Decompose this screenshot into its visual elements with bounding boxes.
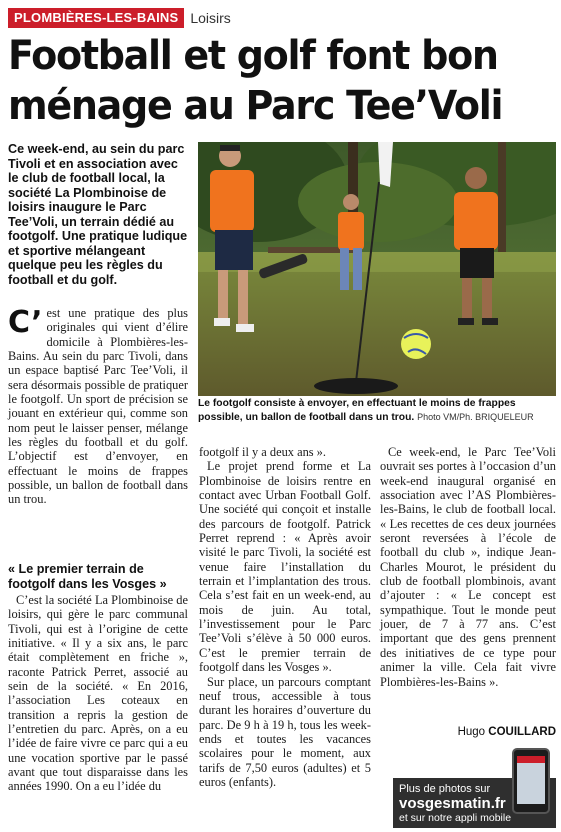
article-column-1-intro	[8, 306, 188, 546]
section-header	[8, 8, 231, 28]
article-column-1-continued	[8, 593, 188, 794]
promo-line-1: Plus de photos sur	[399, 783, 491, 795]
paragraph-project: Le projet prend forme et La Plombinoise de loisirs rentre en contact avec Urban Football Golf. Une société qui conçoit et installe des parcours de footgolf. Patrick Perret reprend : « Après avoir visité le parc Tivoli, la société est venue faire l’installation du terrain et l’implantation des trous. Cela s’est fait en un week-end, au mois de juin. Au total, l’investissement pour le Parc Tee’Voli s’élève à 50 000 euros. C’est le premier terrain de footgolf dans les Vosges ».	[199, 459, 371, 675]
article-column-3	[380, 445, 556, 689]
footgolf-photo-illustration	[198, 142, 556, 396]
paragraph-origin: C’est la société La Plombinoise de loisirs, qui gère le parc communal Tivoli, qui est à l’origine de cette initiative. « Il y a six ans, le parc était complètement en friche », raconte Patrick Perret, associé au sein de la société. « En 2016, l’association Les coteaux en transition a repris la gestion de l’entretien du parc. Après, on a eu l’idée de faire vivre ce parc qui a eu une vocation sportive par le passé avant que tout disparaisse dans les années 1990. On a eu l’idée du	[8, 593, 188, 794]
article-photo	[198, 142, 556, 396]
subheading: « Le premier terrain de footgolf dans les Vosges »	[8, 562, 167, 591]
photo-caption	[198, 398, 556, 424]
headline-line-1: Football et golf font bon	[8, 31, 498, 79]
lead-paragraph: Ce week-end, au sein du parc Tivoli et en association avec le club de football local, la société La Plombinoise de loisirs inaugure le Parc Tee’Voli, un terrain dédié au footgolf. Une pratique ludique et sportive mélangeant quelque peu les règles du football et du golf.	[8, 142, 188, 287]
location-tag[interactable]: PLOMBIÈRES-LES-BAINS	[8, 8, 184, 28]
intro-paragraph: est une pratique des plus originales qui vient d’élire domicile à Plombières-les-Bains. Au sein du parc Tivoli, dans un espace baptisé Parc Tee’Voli, il sera désormais possible de pratiquer le footgolf. Un sport de précision se jouant en extérieur qui, comme son nom peut le laisser penser, mélange les règles du football et du golf. L’objectif est d’envoyer, en effectuant le moins de frappes possible, un ballon de football dans un trou.	[8, 306, 188, 507]
smartphone-icon	[512, 748, 550, 814]
category-label[interactable]: Loisirs	[190, 10, 231, 26]
drop-cap: C’	[8, 305, 43, 340]
phone-screen	[517, 756, 545, 804]
headline-line-2: ménage au Parc Tee’Voli	[8, 81, 503, 129]
article-column-2	[199, 445, 371, 789]
headline	[8, 30, 523, 130]
caption-text: Le footgolf consiste à envoyer, en effectuant le moins de frappes possible, un ballon de football dans un trou.	[198, 398, 516, 423]
photo-credit: Photo VM/Ph. BRIQUELEUR	[417, 411, 534, 422]
author-last-name: COUILLARD	[488, 726, 556, 738]
author-byline	[380, 726, 556, 738]
paragraph-inauguration: Ce week-end, le Parc Tee’Voli ouvrait ses portes à l’occasion d’un week-end inaugural organisé en association avec l’AS Plombières-les-Bains, le club de football local. « Les recettes de ces deux journées seront reversées à l’école de football du club », indique Jean-Charles Mourot, le président du club de football plombinois, avant d’ajouter : « Le concept est sympathique. Tout le monde peut jouer, de 7 à 77 ans. C’est important que des gens prennent des initiatives de ce type pour animer la ville. Cela fait vivre Plombières-les-Bains ».	[380, 445, 556, 689]
author-first-name: Hugo	[457, 726, 486, 738]
promo-website[interactable]: vosgesmatin.fr	[399, 795, 506, 812]
promo-line-3: et sur notre appli mobile	[399, 812, 512, 824]
paragraph-footgolf-idea: footgolf il y a deux ans ».	[199, 445, 326, 459]
paragraph-practical-info: Sur place, un parcours comptant neuf trous, accessible à tous durant les horaires d’ouverture du parc. De 9 h à 19 h, tous les week-ends et toutes les vacances scolaires pour le moment, aux tarifs de 7,50 euros (adultes) et 5 euros (enfants).	[199, 674, 371, 789]
